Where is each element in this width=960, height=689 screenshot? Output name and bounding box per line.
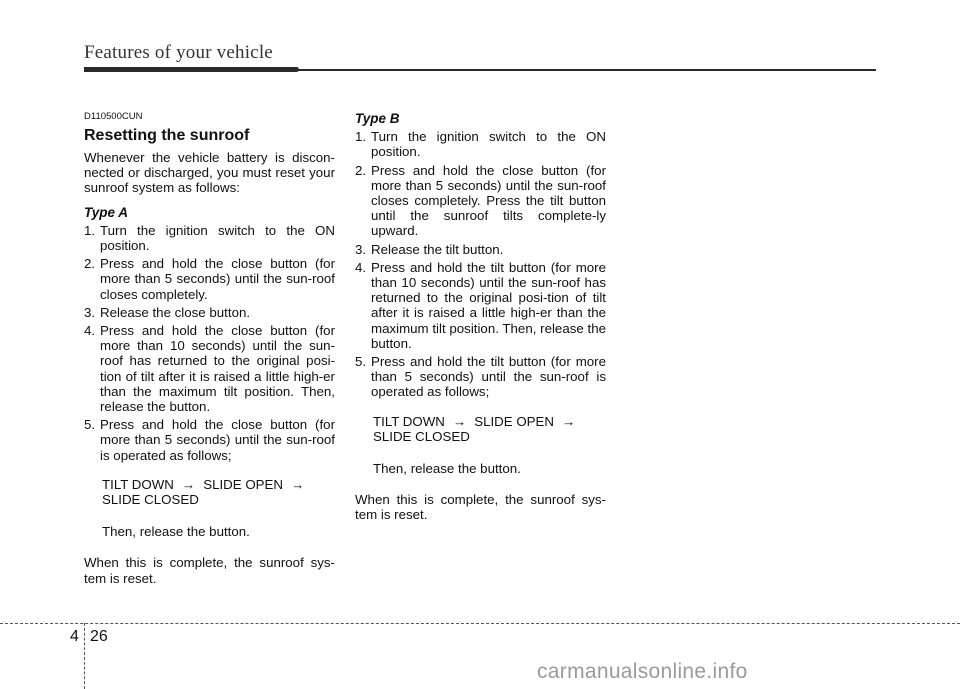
arrow-right-icon: →	[291, 476, 305, 492]
release-instruction: Then, release the button.	[373, 461, 521, 477]
chapter-number: 4	[70, 628, 79, 645]
list-item	[84, 223, 335, 253]
sequence-step: TILT DOWN	[102, 476, 174, 492]
arrow-right-icon: →	[562, 413, 576, 429]
list-item	[84, 256, 335, 302]
step-number: 2.	[355, 162, 367, 178]
footer-divider	[84, 623, 85, 689]
step-number: 5.	[84, 417, 96, 433]
type-a-steps	[84, 223, 335, 463]
sequence-step: TILT DOWN	[373, 413, 445, 429]
operation-sequence	[373, 414, 606, 444]
page-number: 26	[90, 628, 108, 645]
left-column	[84, 111, 335, 586]
step-text: Press and hold the tilt button (for more than 5 seconds) until the sun-roof is operated as follows;	[371, 354, 606, 400]
type-b-label: Type B	[355, 111, 400, 126]
release-instruction: Then, release the button.	[102, 524, 250, 540]
step-text: Press and hold the close button (for more than 5 seconds) until the sun-roof closes completely.	[100, 256, 335, 302]
list-item	[355, 163, 606, 239]
step-number: 5.	[355, 354, 367, 370]
step-number: 1.	[355, 129, 367, 145]
list-item	[84, 323, 335, 414]
sequence-step: SLIDE OPEN	[203, 476, 284, 492]
header-rule-thick	[84, 67, 299, 72]
sequence-step: SLIDE CLOSED	[373, 428, 470, 444]
step-text: Turn the ignition switch to the ON position.	[371, 129, 606, 160]
sequence-step: SLIDE CLOSED	[102, 492, 199, 508]
step-number: 3.	[355, 241, 367, 257]
step-text: Press and hold the close button (for more than 10 seconds) until the sun-roof has returned to the original posi-tion of tilt after it is raised a little high-er than the maximum tilt position. Then, release the button.	[100, 323, 335, 415]
footer-rule	[0, 623, 960, 624]
watermark: carmanualsonline.info	[537, 660, 748, 683]
header-rule-thin	[296, 69, 876, 71]
section-heading: Resetting the sunroof	[84, 127, 250, 144]
step-text: Press and hold the tilt button (for more than 10 seconds) until the sun-roof has returned to the original posi-tion of tilt after it is raised a little high-er than the maximum tilt position. Then, release the button.	[371, 259, 606, 351]
closing-paragraph: When this is complete, the sunroof sys-tem is reset.	[355, 492, 606, 523]
list-item	[355, 354, 606, 400]
step-number: 4.	[355, 259, 367, 275]
list-item	[355, 129, 606, 159]
right-column	[355, 111, 606, 523]
type-b-steps	[355, 129, 606, 399]
list-item	[355, 242, 606, 257]
step-text: Release the close button.	[100, 304, 251, 320]
step-text: Press and hold the close button (for more than 5 seconds) until the sun-roof closes completely. Press the tilt button until the sunroof tilts complete-ly upward.	[371, 162, 606, 239]
step-text: Turn the ignition switch to the ON position.	[100, 222, 335, 254]
operation-sequence	[102, 477, 335, 507]
step-text: Press and hold the close button (for more than 5 seconds) until the sun-roof is operated as follows;	[100, 417, 335, 463]
step-number: 2.	[84, 256, 96, 272]
closing-paragraph: When this is complete, the sunroof sys-tem is reset.	[84, 555, 335, 586]
step-number: 4.	[84, 323, 96, 339]
list-item	[84, 305, 335, 320]
arrow-right-icon: →	[452, 413, 467, 429]
section-code: D110500CUN	[84, 111, 143, 122]
step-text: Release the tilt button.	[371, 241, 504, 257]
arrow-right-icon: →	[181, 476, 196, 492]
intro-paragraph: Whenever the vehicle battery is discon-nected or discharged, you must reset your sunroof system as follows:	[84, 150, 335, 196]
sequence-step: SLIDE OPEN	[474, 413, 555, 429]
list-item	[84, 417, 335, 463]
step-number: 3.	[84, 304, 96, 320]
type-a-label: Type A	[84, 204, 129, 220]
step-number: 1.	[84, 222, 96, 238]
page-header-title: Features of your vehicle	[84, 42, 273, 63]
list-item	[355, 260, 606, 351]
